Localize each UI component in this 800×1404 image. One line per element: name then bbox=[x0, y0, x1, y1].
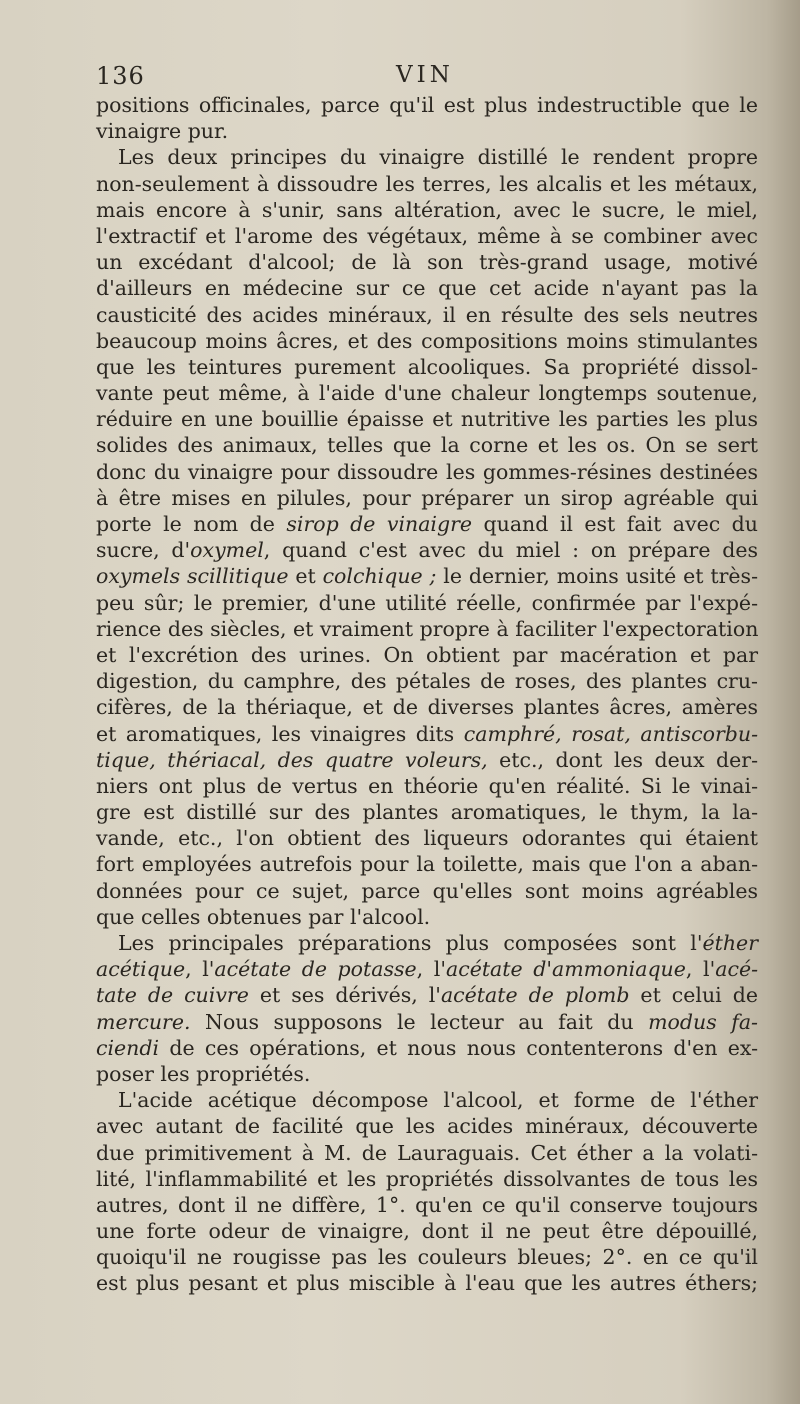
italic-text-run: tate de cuivre bbox=[96, 983, 249, 1008]
italic-text-run: modus fa- bbox=[648, 1009, 758, 1034]
text-line bbox=[96, 1166, 758, 1192]
text-run: porte le nom de bbox=[96, 512, 287, 536]
italic-text-run: ciendi bbox=[96, 1035, 160, 1060]
text-run: vande, etc., l'on obtient des liqueurs odorantes qui étaient bbox=[96, 826, 758, 851]
text-line bbox=[96, 511, 758, 537]
text-run: que celles obtenues par l'alcool. bbox=[96, 904, 431, 929]
italic-text-run: oxymel bbox=[190, 538, 264, 563]
italic-text-run: éther bbox=[702, 931, 758, 955]
text-run: et bbox=[288, 564, 323, 589]
text-run: de ces opérations, et nous nous contenterons d'en ex- bbox=[159, 1035, 758, 1060]
text-line bbox=[96, 1218, 758, 1244]
italic-text-run: oxymels scillitique bbox=[96, 564, 289, 589]
text-line bbox=[96, 982, 758, 1008]
italic-text-run: acétate de plomb bbox=[440, 983, 630, 1008]
text-run: lité, l'inflammabilité et les propriétés dissolvantes de tous les bbox=[96, 1166, 758, 1191]
text-run: , l' bbox=[185, 957, 215, 982]
text-run: cifères, de la thériaque, et de diverses plantes âcres, amères bbox=[96, 695, 758, 720]
text-line bbox=[96, 930, 758, 956]
text-line bbox=[96, 144, 758, 170]
text-line bbox=[96, 432, 758, 458]
text-line bbox=[96, 773, 758, 799]
italic-text-run: acé- bbox=[715, 957, 758, 982]
text-run: L'acide acétique décompose l'alcool, et forme de l'éther bbox=[118, 1088, 758, 1113]
text-run: poser les propriétés. bbox=[96, 1061, 311, 1086]
text-line bbox=[96, 1244, 758, 1270]
text-run: Les principales préparations plus composées sont l' bbox=[118, 931, 703, 955]
text-line bbox=[96, 825, 758, 851]
text-line bbox=[96, 302, 758, 328]
text-line bbox=[96, 616, 758, 642]
running-title: VIN bbox=[396, 62, 454, 88]
text-run: avec autant de facilité que les acides minéraux, découverte bbox=[96, 1114, 758, 1139]
text-line bbox=[96, 197, 758, 223]
text-line bbox=[96, 1270, 758, 1296]
text-line bbox=[96, 1113, 758, 1139]
text-line bbox=[96, 249, 758, 275]
italic-text-run: sirop de vinaigre bbox=[286, 512, 473, 536]
text-run: causticité des acides minéraux, il en résulte des sels neutres bbox=[96, 302, 758, 327]
text-run: positions officinales, parce qu'il est plus indestructible que le bbox=[96, 93, 758, 117]
text-run: niers ont plus de vertus en théorie qu'en réalité. Si le vinai- bbox=[96, 773, 758, 798]
text-line bbox=[96, 563, 758, 589]
text-line bbox=[96, 380, 758, 406]
italic-text-run: acétique bbox=[96, 957, 186, 982]
text-run: réduire en une bouillie épaisse et nutritive les parties les plus bbox=[96, 407, 758, 432]
italic-text-run: camphré, rosat, antiscorbu- bbox=[463, 721, 759, 746]
text-line bbox=[96, 223, 758, 249]
italic-text-run: colchique ; bbox=[322, 564, 437, 589]
text-line bbox=[96, 485, 758, 511]
text-run: que les teintures purement alcooliques. Sa propriété dissol- bbox=[96, 354, 758, 379]
text-run: une forte odeur de vinaigre, dont il ne peut être dépouillé, bbox=[96, 1219, 758, 1244]
text-line bbox=[96, 354, 758, 380]
text-run: Nous supposons le lecteur au fait du bbox=[190, 1009, 649, 1034]
text-line bbox=[96, 459, 758, 485]
text-run: autres, dont il ne diffère, 1°. qu'en ce qu'il conserve toujours bbox=[96, 1192, 758, 1217]
text-line bbox=[96, 1087, 758, 1113]
text-run: l'extractif et l'arome des végétaux, même à se combiner avec bbox=[96, 223, 758, 248]
text-run: à être mises en pilules, pour préparer un sirop agréable qui bbox=[96, 485, 758, 510]
text-run: vinaigre pur. bbox=[96, 119, 229, 144]
text-line bbox=[96, 1140, 758, 1166]
text-run: beaucoup moins âcres, et des compositions moins stimulantes bbox=[96, 328, 758, 353]
text-run: fort employées autrefois pour la toilette, mais que l'on a aban- bbox=[96, 852, 758, 877]
text-run: peu sûr; le premier, d'une utilité réelle, confirmée par l'expé- bbox=[96, 590, 758, 615]
italic-text-run: acétate de potasse bbox=[214, 957, 417, 982]
text-run: non-seulement à dissoudre les terres, les alcalis et les métaux, bbox=[96, 171, 758, 196]
text-line bbox=[96, 1009, 758, 1035]
text-line bbox=[96, 92, 758, 118]
text-run: quoiqu'il ne rougisse pas les couleurs bleues; 2°. en ce qu'il bbox=[96, 1245, 758, 1270]
text-run: et aromatiques, les vinaigres dits bbox=[96, 721, 464, 746]
text-line bbox=[96, 118, 758, 144]
text-run: solides des animaux, telles que la corne et les os. On se sert bbox=[96, 433, 758, 458]
text-line bbox=[96, 721, 758, 747]
text-line bbox=[96, 406, 758, 432]
text-line bbox=[96, 878, 758, 904]
text-line bbox=[96, 904, 758, 930]
text-run: digestion, du camphre, des pétales de roses, des plantes cru- bbox=[96, 669, 758, 694]
text-run: données pour ce sujet, parce qu'elles sont moins agréables bbox=[96, 878, 758, 903]
text-line bbox=[96, 694, 758, 720]
text-line bbox=[96, 328, 758, 354]
text-run: rience des siècles, et vraiment propre à faciliter l'expectoration bbox=[96, 616, 759, 641]
text-run: mais encore à s'unir, sans altération, avec le sucre, le miel, bbox=[96, 197, 758, 222]
text-run: Les deux principes du vinaigre distillé le rendent propre bbox=[118, 145, 758, 170]
page-number: 136 bbox=[96, 62, 145, 90]
text-line bbox=[96, 590, 758, 616]
text-line bbox=[96, 956, 758, 982]
text-run: sucre, d' bbox=[96, 538, 191, 563]
text-run: , l' bbox=[685, 957, 716, 982]
text-line bbox=[96, 171, 758, 197]
text-run: , quand c'est avec du miel : on prépare des bbox=[263, 538, 758, 563]
text-run: un excédant d'alcool; de là son très-grand usage, motivé bbox=[96, 250, 758, 275]
text-run: etc., dont les deux der- bbox=[487, 747, 758, 772]
text-line bbox=[96, 275, 758, 301]
text-line bbox=[96, 1035, 758, 1061]
body-text bbox=[96, 92, 758, 1297]
text-line bbox=[96, 747, 758, 773]
text-run: et celui de bbox=[629, 983, 758, 1008]
text-run: le dernier, moins usité et très- bbox=[436, 564, 758, 589]
text-run: gre est distillé sur des plantes aromatiques, le thym, la la- bbox=[96, 800, 758, 825]
italic-text-run: tique, thériacal, des quatre voleurs, bbox=[96, 747, 488, 772]
italic-text-run: mercure. bbox=[96, 1009, 191, 1034]
text-run: due primitivement à M. de Lauraguais. Cet éther a la volati- bbox=[96, 1140, 758, 1165]
text-run: vante peut même, à l'aide d'une chaleur longtemps soutenue, bbox=[96, 381, 758, 406]
text-run: et l'excrétion des urines. On obtient par macération et par bbox=[96, 642, 758, 667]
text-run: donc du vinaigre pour dissoudre les gommes-résines destinées bbox=[96, 459, 758, 484]
text-line bbox=[96, 1061, 758, 1087]
text-line bbox=[96, 1192, 758, 1218]
text-run: quand il est fait avec du bbox=[472, 512, 758, 536]
text-line bbox=[96, 537, 758, 563]
text-run: d'ailleurs en médecine sur ce que cet acide n'ayant pas la bbox=[96, 276, 758, 301]
text-run: , l' bbox=[416, 957, 446, 982]
text-run: est plus pesant et plus miscible à l'eau que les autres éthers; bbox=[96, 1271, 758, 1296]
text-line bbox=[96, 851, 758, 877]
text-line bbox=[96, 668, 758, 694]
text-line bbox=[96, 642, 758, 668]
text-run: et ses dérivés, l' bbox=[248, 983, 441, 1008]
italic-text-run: acétate d'ammoniaque bbox=[445, 957, 686, 982]
text-line bbox=[96, 799, 758, 825]
